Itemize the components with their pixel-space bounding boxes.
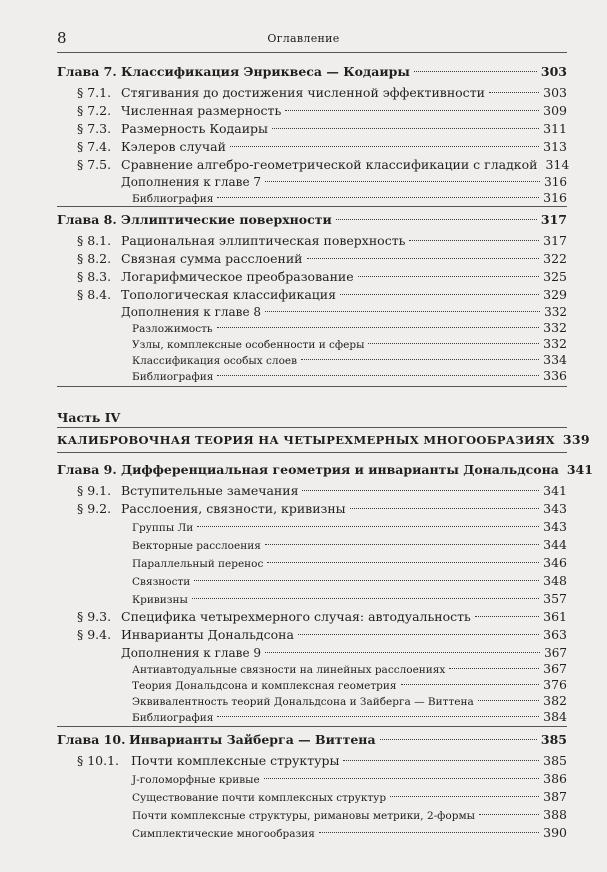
dot-leader bbox=[265, 311, 540, 312]
page-ref: 376 bbox=[543, 677, 567, 692]
section-title: Рациональная эллиптическая поверхность bbox=[121, 233, 406, 248]
page-ref: 348 bbox=[543, 573, 567, 588]
toc-subsection-9-e[interactable] bbox=[132, 590, 567, 608]
subsection-title: Разложимость bbox=[132, 323, 213, 335]
subsection-title: Теория Дональдсона и комплексная геометрия bbox=[132, 680, 397, 692]
toc-section-7-2[interactable] bbox=[77, 102, 567, 120]
section-number: § 8.1. bbox=[77, 233, 112, 248]
dot-leader bbox=[265, 181, 540, 182]
section-title: Специфика четырехмерного случая: автодуальность bbox=[121, 609, 471, 624]
toc-section-9-3[interactable] bbox=[77, 608, 567, 626]
dot-leader bbox=[401, 684, 540, 685]
page-ref: 344 bbox=[543, 537, 567, 552]
toc-section-9-4[interactable] bbox=[77, 626, 567, 644]
part-rule-top bbox=[57, 427, 567, 428]
section-number: § 7.3. bbox=[77, 121, 112, 136]
bibliography-title: Библиография bbox=[132, 712, 214, 724]
dot-leader bbox=[409, 240, 539, 241]
subsection-title: Антиавтодуальные связности на линейных расслоениях bbox=[132, 664, 446, 676]
dot-leader bbox=[336, 219, 537, 220]
page-ref: 385 bbox=[540, 732, 567, 747]
toc-chapter-9[interactable] bbox=[57, 461, 593, 479]
bibliography-title: Библиография bbox=[132, 371, 214, 383]
dot-leader bbox=[272, 128, 539, 129]
toc-bibliography-8[interactable] bbox=[132, 367, 567, 385]
dot-leader bbox=[478, 700, 539, 701]
subsection-title: Векторные расслоения bbox=[132, 540, 261, 552]
dot-leader bbox=[475, 616, 539, 617]
dot-leader bbox=[217, 197, 539, 198]
page-ref: 334 bbox=[543, 352, 567, 367]
page-ref: 357 bbox=[543, 591, 567, 606]
page-ref: 303 bbox=[540, 64, 567, 79]
dot-leader bbox=[390, 796, 539, 797]
page-ref: 341 bbox=[543, 483, 567, 498]
page-ref: 388 bbox=[543, 807, 567, 822]
bibliography-title: Библиография bbox=[132, 193, 214, 205]
page-ref: 390 bbox=[543, 825, 567, 840]
chapter-label: Глава 8. bbox=[57, 212, 117, 227]
addenda-title: Дополнения к главе 7 bbox=[121, 175, 261, 189]
dot-leader bbox=[217, 375, 539, 376]
page-ref: 309 bbox=[543, 103, 567, 118]
section-number: § 8.2. bbox=[77, 251, 112, 266]
chapter-title: Эллиптические поверхности bbox=[121, 212, 332, 227]
toc-part-label: Часть IV bbox=[57, 410, 121, 425]
dot-leader bbox=[194, 580, 539, 581]
page-ref: 386 bbox=[543, 771, 567, 786]
separator-rule bbox=[57, 386, 567, 387]
toc-chapter-8[interactable] bbox=[57, 211, 567, 229]
addenda-title: Дополнения к главе 8 bbox=[121, 305, 261, 319]
subsection-title: Группы Ли bbox=[132, 522, 194, 534]
dot-leader bbox=[265, 652, 540, 653]
dot-leader bbox=[340, 294, 539, 295]
chapter-title: Дифференциальная геометрия и инварианты Дональдсона bbox=[121, 462, 559, 477]
section-title: Логарифмическое преобразование bbox=[121, 269, 354, 284]
page-ref: 382 bbox=[543, 693, 567, 708]
section-number: § 9.4. bbox=[77, 627, 112, 642]
toc-subsection-10-a[interactable] bbox=[132, 770, 567, 788]
toc-section-8-2[interactable] bbox=[77, 250, 567, 268]
page-ref: 343 bbox=[543, 501, 567, 516]
page-ref: 346 bbox=[543, 555, 567, 570]
subsection-title: Классификация особых слоев bbox=[132, 355, 298, 367]
section-number: § 7.5. bbox=[77, 157, 112, 172]
dot-leader bbox=[197, 526, 539, 527]
toc-section-8-3[interactable] bbox=[77, 268, 567, 286]
toc-section-8-1[interactable] bbox=[77, 232, 567, 250]
section-title: Сравнение алгебро-геометрической классификации с гладкой bbox=[121, 157, 538, 172]
page-ref: 341 bbox=[566, 462, 593, 477]
page-ref: 313 bbox=[543, 139, 567, 154]
section-title: Связная сумма расслоений bbox=[121, 251, 303, 266]
section-number: § 9.1. bbox=[77, 483, 112, 498]
section-number: § 7.4. bbox=[77, 139, 112, 154]
dot-leader bbox=[343, 760, 539, 761]
toc-subsection-10-b[interactable] bbox=[132, 788, 567, 806]
dot-leader bbox=[298, 634, 539, 635]
toc-section-9-2[interactable] bbox=[77, 500, 567, 518]
section-number: § 9.2. bbox=[77, 501, 112, 516]
separator-rule bbox=[57, 206, 567, 207]
chapter-label: Глава 7. bbox=[57, 64, 117, 79]
part-title: КАЛИБРОВОЧНАЯ ТЕОРИЯ НА ЧЕТЫРЕХМЕРНЫХ МНОГООБРАЗИЯХ bbox=[57, 433, 555, 447]
dot-leader bbox=[217, 327, 540, 328]
section-title: Размерность Кодаиры bbox=[121, 121, 268, 136]
toc-chapter-7[interactable] bbox=[57, 63, 567, 81]
page-ref: 367 bbox=[544, 646, 567, 660]
dot-leader bbox=[267, 562, 539, 563]
section-number: § 8.4. bbox=[77, 287, 112, 302]
subsection-title: Кривизны bbox=[132, 594, 188, 606]
dot-leader bbox=[192, 598, 539, 599]
running-head: Оглавление bbox=[267, 32, 340, 45]
dot-leader bbox=[479, 814, 539, 815]
section-title: Кэлеров случай bbox=[121, 139, 226, 154]
page-ref: 387 bbox=[543, 789, 567, 804]
page-number: 8 bbox=[57, 29, 67, 47]
page-ref: 329 bbox=[543, 287, 567, 302]
toc-chapter-10[interactable] bbox=[57, 731, 567, 749]
dot-leader bbox=[449, 668, 539, 669]
dot-leader bbox=[368, 343, 539, 344]
page-ref: 317 bbox=[543, 233, 567, 248]
section-title: Топологическая классификация bbox=[121, 287, 337, 302]
dot-leader bbox=[414, 71, 537, 72]
page-ref: 325 bbox=[543, 269, 567, 284]
toc-subsection-9-c[interactable] bbox=[132, 554, 567, 572]
dot-leader bbox=[307, 258, 540, 259]
section-title: Вступительные замечания bbox=[121, 483, 299, 498]
page-ref: 385 bbox=[543, 753, 567, 768]
section-title: Почти комплексные структуры bbox=[131, 753, 340, 768]
section-number: § 9.3. bbox=[77, 609, 112, 624]
addenda-title: Дополнения к главе 9 bbox=[121, 646, 261, 660]
subsection-title: Параллельный перенос bbox=[132, 558, 264, 570]
page-ref: 336 bbox=[543, 368, 567, 383]
dot-leader bbox=[302, 490, 539, 491]
dot-leader bbox=[319, 832, 539, 833]
dot-leader bbox=[285, 110, 539, 111]
toc-section-10-1[interactable] bbox=[77, 752, 567, 770]
subsection-title: Почти комплексные структуры, римановы метрики, 2-формы bbox=[132, 810, 475, 822]
section-number: § 7.1. bbox=[77, 85, 112, 100]
page-ref: 339 bbox=[562, 432, 590, 447]
toc-subsection-9-d[interactable] bbox=[132, 572, 567, 590]
page-ref: 332 bbox=[543, 320, 567, 335]
section-number: § 8.3. bbox=[77, 269, 112, 284]
dot-leader bbox=[350, 508, 540, 509]
dot-leader bbox=[489, 92, 539, 93]
page-ref: 332 bbox=[544, 305, 567, 319]
section-title: Стягивания до достижения численной эффективности bbox=[121, 85, 485, 100]
toc-subsection-9-a[interactable] bbox=[132, 518, 567, 536]
part-rule-bottom bbox=[57, 452, 567, 453]
subsection-title: Симплектические многообразия bbox=[132, 828, 315, 840]
toc-section-7-4[interactable] bbox=[77, 138, 567, 156]
subsection-title: Существование почти комплексных структур bbox=[132, 792, 387, 804]
toc-subsection-10-d[interactable] bbox=[132, 824, 567, 842]
subsection-title: Связности bbox=[132, 576, 191, 588]
page-ref: 303 bbox=[543, 85, 567, 100]
subsection-title: J-голоморфные кривые bbox=[132, 774, 260, 786]
subsection-title: Узлы, комплексные особенности и сферы bbox=[132, 339, 365, 351]
section-title: Инварианты Дональдсона bbox=[121, 627, 294, 642]
toc-section-8-4[interactable] bbox=[77, 286, 567, 304]
dot-leader bbox=[264, 778, 539, 779]
toc-section-9-1[interactable] bbox=[77, 482, 567, 500]
section-number: § 10.1. bbox=[77, 753, 120, 768]
toc-section-7-3[interactable] bbox=[77, 120, 567, 138]
dot-leader bbox=[265, 544, 539, 545]
toc-subsection-10-c[interactable] bbox=[132, 806, 567, 824]
chapter-title: Инварианты Зайберга — Виттена bbox=[129, 732, 376, 747]
section-title: Расслоения, связности, кривизны bbox=[121, 501, 346, 516]
dot-leader bbox=[301, 359, 539, 360]
header-rule bbox=[57, 52, 567, 53]
toc-section-7-1[interactable] bbox=[77, 84, 567, 102]
dot-leader bbox=[358, 276, 540, 277]
page-ref: 361 bbox=[543, 609, 567, 624]
chapter-label: Глава 9. bbox=[57, 462, 117, 477]
toc-subsection-9-b[interactable] bbox=[132, 536, 567, 554]
toc-section-7-5[interactable] bbox=[77, 156, 570, 174]
page-ref: 311 bbox=[543, 121, 567, 136]
chapter-label: Глава 10. bbox=[57, 732, 126, 747]
dot-leader bbox=[230, 146, 539, 147]
chapter-title: Классификация Энриквеса — Кодаиры bbox=[121, 64, 410, 79]
page-ref: 316 bbox=[543, 190, 567, 205]
dot-leader bbox=[380, 739, 537, 740]
page-ref: 316 bbox=[544, 175, 567, 189]
page-ref: 332 bbox=[543, 336, 567, 351]
subsection-title: Эквивалентность теорий Дональдсона и Зайберга — Виттена bbox=[132, 696, 474, 708]
toc-part-4[interactable] bbox=[57, 431, 590, 449]
section-number: § 7.2. bbox=[77, 103, 112, 118]
page-ref: 384 bbox=[543, 709, 567, 724]
section-title: Численная размерность bbox=[121, 103, 282, 118]
page-ref: 317 bbox=[540, 212, 567, 227]
page-ref: 343 bbox=[543, 519, 567, 534]
toc-bibliography-7[interactable] bbox=[132, 189, 567, 207]
page-ref: 322 bbox=[543, 251, 567, 266]
page-ref: 367 bbox=[543, 661, 567, 676]
page-ref: 314 bbox=[545, 157, 570, 172]
page-ref: 363 bbox=[543, 627, 567, 642]
